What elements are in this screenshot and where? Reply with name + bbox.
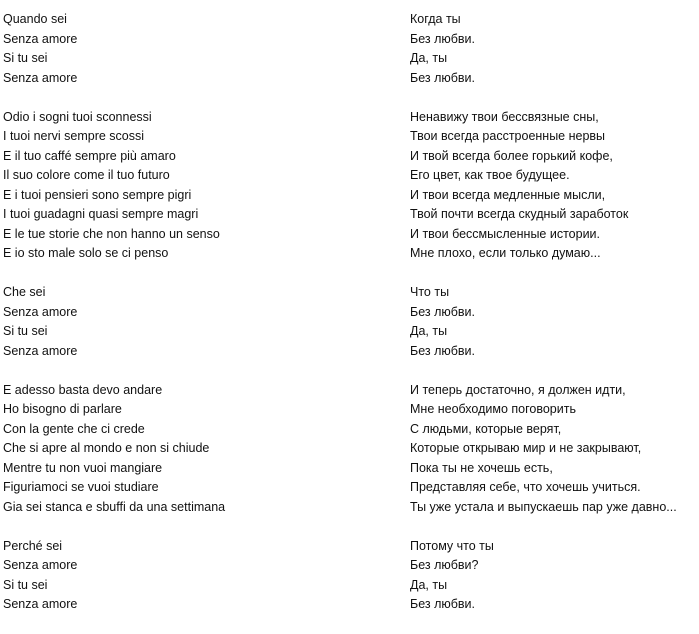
translation-line: С людьми, которые верят, bbox=[410, 421, 562, 436]
translation-line: Без любви? bbox=[410, 558, 479, 572]
lyric-line: Gia sei stanca e sbuffi da una settimana bbox=[3, 499, 226, 514]
russian-stanza-1 bbox=[410, 10, 697, 88]
translation-line: Мне необходимо поговорить bbox=[410, 402, 576, 416]
translation-line: Да, ты bbox=[410, 324, 448, 338]
translation-line: И теперь достаточно, я должен идти, bbox=[410, 382, 626, 397]
lyric-line: E il tuo caffé sempre più amaro bbox=[3, 148, 176, 163]
russian-stanza-2 bbox=[410, 108, 697, 264]
translation-line: Его цвет, как твое будущее. bbox=[410, 168, 570, 182]
lyric-line: Senza amore bbox=[3, 343, 78, 358]
translation-line: И твои всегда медленные мысли, bbox=[410, 187, 606, 202]
italian-stanza-2 bbox=[3, 108, 403, 264]
lyric-line: Si tu sei bbox=[3, 324, 48, 338]
lyric-line: Odio i sogni tuoi sconnessi bbox=[3, 109, 152, 124]
lyric-line: I tuoi guadagni quasi sempre magri bbox=[3, 207, 199, 221]
translation-line: Пока ты не хочешь есть, bbox=[410, 460, 553, 475]
lyric-line: Il suo colore come il tuo futuro bbox=[3, 168, 170, 182]
lyric-line: E io sto male solo se ci penso bbox=[3, 246, 169, 260]
translation-line: Без любви. bbox=[410, 597, 476, 611]
translation-line: Да, ты bbox=[410, 577, 448, 592]
lyric-line: Mentre tu non vuoi mangiare bbox=[3, 460, 163, 475]
translation-line: И твой всегда более горький кофе, bbox=[410, 148, 613, 163]
lyric-line: Ho bisogno di parlare bbox=[3, 402, 122, 416]
translation-line: И твои бессмысленные истории. bbox=[410, 226, 601, 241]
translation-line: Да, ты bbox=[410, 51, 448, 65]
translation-line: Без любви. bbox=[410, 70, 476, 85]
lyric-line: Figuriamoci se vuoi studiare bbox=[3, 480, 159, 494]
translation-line: Без любви. bbox=[410, 304, 476, 319]
italian-stanza-3 bbox=[3, 283, 403, 361]
translation-line: Представляя себе, что хочешь учиться. bbox=[410, 480, 641, 494]
lyric-line: Con la gente che ci crede bbox=[3, 421, 145, 436]
italian-lyrics-column bbox=[3, 10, 403, 634]
lyric-line: I tuoi nervi sempre scossi bbox=[3, 129, 145, 143]
lyric-line: Si tu sei bbox=[3, 51, 48, 65]
russian-translation-column bbox=[410, 10, 697, 634]
translation-line: Ты уже устала и выпускаешь пар уже давно... bbox=[410, 499, 677, 514]
translation-line: Твой почти всегда скудный заработок bbox=[410, 207, 629, 221]
translation-line: Без любви. bbox=[410, 343, 476, 358]
italian-stanza-1 bbox=[3, 10, 403, 88]
translation-line: Без любви. bbox=[410, 31, 476, 46]
lyric-line: Senza amore bbox=[3, 31, 78, 46]
translation-line: Которые открываю мир и не закрывают, bbox=[410, 441, 642, 455]
lyric-line: Senza amore bbox=[3, 597, 78, 611]
translation-line: Мне плохо, если только думаю... bbox=[410, 246, 601, 260]
translation-line: Ненавижу твои бессвязные сны, bbox=[410, 109, 599, 124]
italian-stanza-5 bbox=[3, 537, 403, 615]
italian-stanza-4 bbox=[3, 381, 403, 518]
lyric-line: Senza amore bbox=[3, 304, 78, 319]
lyric-line: Quando sei bbox=[3, 12, 67, 26]
translation-line: Что ты bbox=[410, 285, 450, 299]
russian-stanza-5 bbox=[410, 537, 697, 615]
lyric-line: Che si apre al mondo e non si chiude bbox=[3, 441, 210, 455]
lyric-line: Perché sei bbox=[3, 538, 63, 553]
lyric-line: Senza amore bbox=[3, 70, 78, 85]
lyric-line: E adesso basta devo andare bbox=[3, 382, 163, 397]
russian-stanza-4 bbox=[410, 381, 697, 518]
lyric-line: E le tue storie che non hanno un senso bbox=[3, 226, 220, 241]
lyric-line: Si tu sei bbox=[3, 577, 48, 592]
translation-line: Твои всегда расстроенные нервы bbox=[410, 129, 606, 143]
russian-stanza-3 bbox=[410, 283, 697, 361]
lyric-line: Che sei bbox=[3, 285, 46, 299]
translation-line: Потому что ты bbox=[410, 538, 494, 553]
lyric-line: E i tuoi pensieri sono sempre pigri bbox=[3, 187, 192, 202]
lyric-line: Senza amore bbox=[3, 558, 78, 572]
translation-line: Когда ты bbox=[410, 12, 461, 26]
